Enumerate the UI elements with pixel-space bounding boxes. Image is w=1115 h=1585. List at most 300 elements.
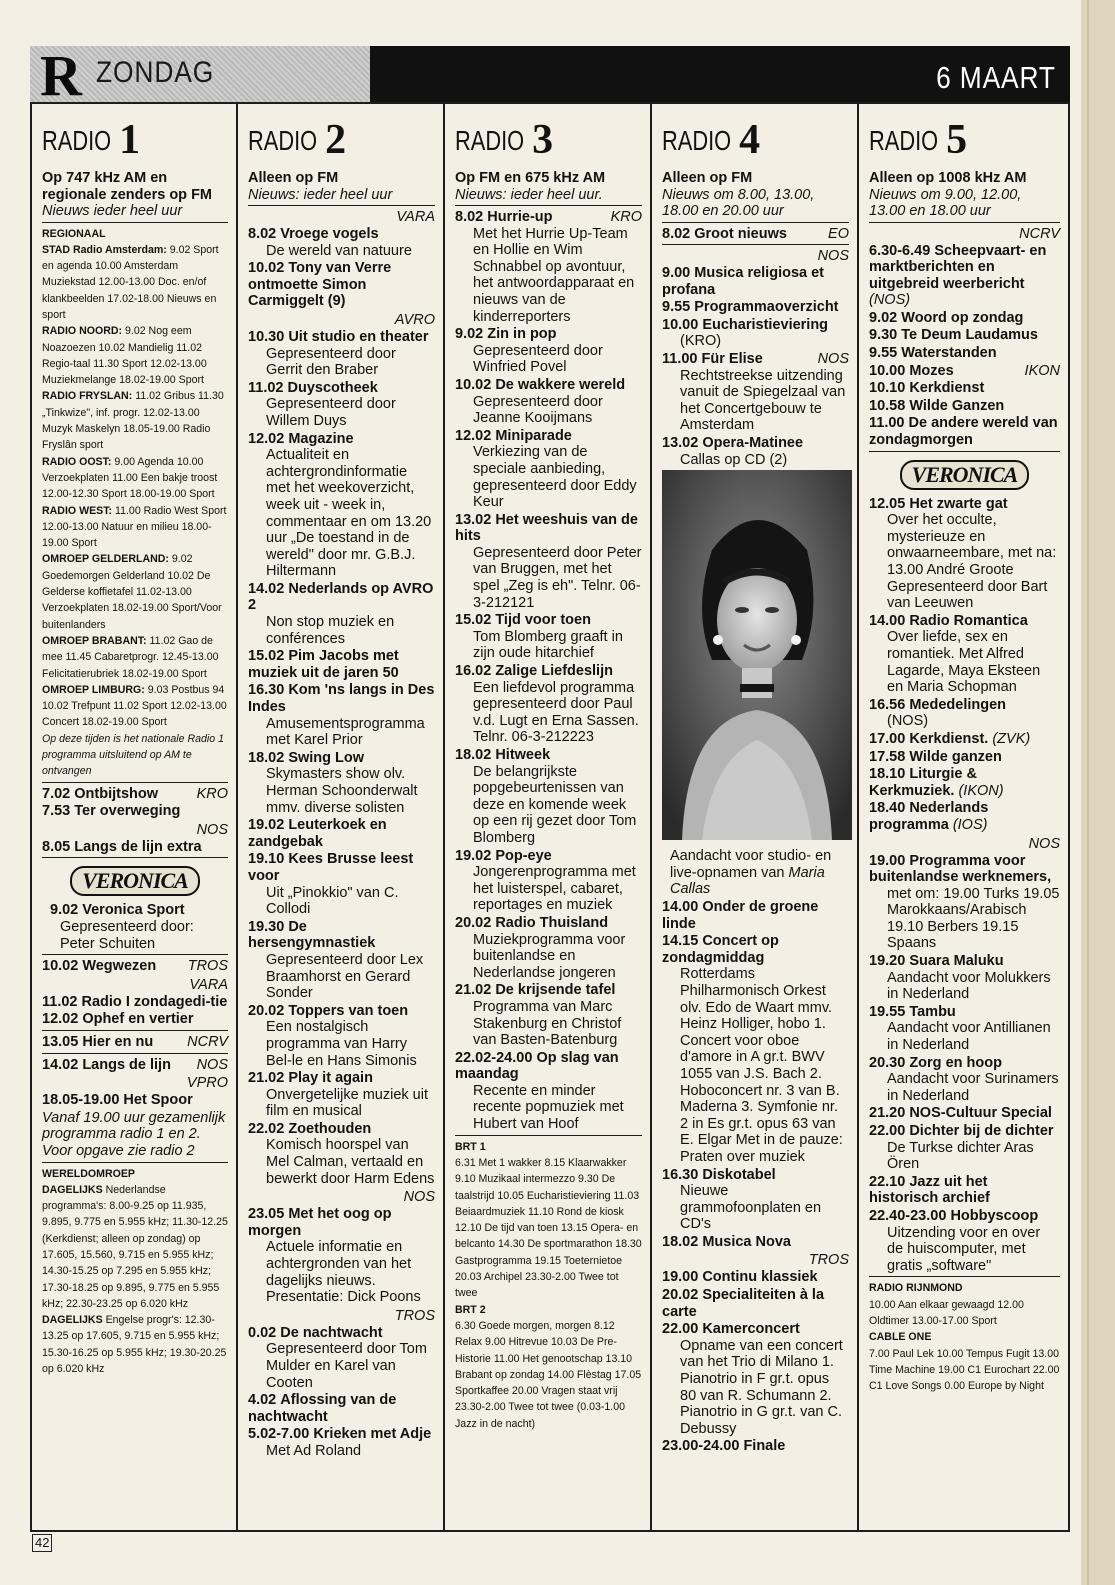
radio-4-evening (662, 899, 849, 1455)
program-time: 4.02 (248, 1392, 277, 1409)
program-header (455, 209, 642, 226)
program-title: Aflossing van de nachtwacht (248, 1392, 397, 1425)
program-title: Finale (743, 1438, 786, 1455)
program-time: 19.00 (869, 852, 906, 869)
program-title: Wilde Ganzen (909, 397, 1005, 414)
program-item (869, 496, 1060, 612)
program-title: Programma voor buitenlandse werknemers, (869, 852, 1052, 886)
program-item (662, 933, 849, 1165)
am-note: Op deze tijden is het nationale Radio 1 programma uitsluitend op AM te ontvangen (42, 732, 224, 778)
program-time: 22.02-24.00 (455, 1049, 533, 1066)
radio-1-intro: Op 747 kHz AM en regionale zenders op FM (42, 170, 212, 203)
brt-listings (455, 1139, 642, 1432)
program-title: Kees Brusse leest voor (248, 851, 414, 884)
listing-station: OMROEP LIMBURG: (42, 683, 145, 696)
program-description: Gepresenteerd door Tom Mulder en Karel van Cooten (266, 1341, 427, 1391)
radio-4-heading: RADIO 4 (662, 117, 761, 163)
program-header (455, 428, 642, 445)
broadcaster-label: NOS (817, 248, 849, 265)
broadcaster-label: VPRO (186, 1075, 228, 1092)
program-title: De nachtwacht (280, 1324, 383, 1341)
program-header (42, 786, 228, 803)
program-header (455, 982, 642, 999)
program-item (248, 581, 435, 647)
listing-entry (42, 503, 228, 552)
program-time: 22.02 (248, 1120, 285, 1137)
program-title: Zoethouden (288, 1120, 372, 1137)
program-time: 22.00 (869, 1123, 906, 1139)
program-header (869, 766, 1060, 799)
program-item (869, 1004, 1060, 1054)
radio-4-top (662, 226, 849, 243)
program-description: Gepresenteerd door: Peter Schuiten (60, 918, 194, 952)
program-item (248, 817, 435, 850)
program-time: 9.55 (869, 345, 898, 362)
listing-text: 11.02 Gao de mee 11.45 Cabaretprogr. 12.45-13.00 Felicitatierubriek 18.02-19.00 Sport (42, 634, 219, 680)
program-time: 8.02 (455, 209, 484, 225)
program-header (869, 345, 1060, 362)
program-title: De krijsende tafel (495, 982, 616, 999)
listing-station: RADIO RIJNMOND (869, 1282, 963, 1295)
program-title: 9.02 Veronica Sport (50, 902, 185, 919)
program-time: 18.10 (869, 766, 906, 783)
program-description: Een liefdevol programma gepresenteerd door Paul v.d. Lugt en Erna Sassen. Telnr. 06-3-212223 (473, 679, 639, 746)
program-broadcaster: (ZVK) (992, 730, 1031, 747)
program-header (869, 731, 1060, 748)
program-description: Verkiezing van de speciale aanbieding, gepresenteerd door Eddy Keur (473, 444, 637, 511)
program-header (455, 915, 642, 932)
program-header (869, 1055, 1060, 1072)
program-title: De wakkere wereld (495, 376, 626, 393)
program-description: Gepresenteerd door Peter van Bruggen, met het spel „Zeg is eh". Telnr. 06-3-212121 (473, 544, 642, 611)
program-title: Het zwarte gat (909, 495, 1008, 512)
program-time: 12.02 (455, 427, 492, 444)
program-title: Hitweek (495, 747, 551, 763)
program-description: De Turkse dichter Aras Ören (887, 1139, 1034, 1173)
radio-4-intro: Alleen op FM (662, 170, 753, 186)
program-broadcaster: NOS (817, 351, 849, 368)
program-header (248, 1003, 435, 1020)
listing-station: RADIO NOORD: (42, 325, 123, 338)
program-header (662, 226, 849, 243)
program-description: Tom Blomberg graaft in zijn oude hitarchief (473, 628, 623, 662)
program-title: Scheepvaart- en marktberichten en uitgebreid weerbericht (869, 242, 1047, 292)
veronica-logo: VERONICA (869, 460, 1060, 490)
program-time: 7.53 (42, 803, 71, 820)
program-header (455, 377, 642, 394)
program-item (662, 1438, 849, 1455)
program-description: Onvergetelijke muziek uit film en musical (266, 1086, 428, 1120)
program-title: 18.05-19.00 Het Spoor (42, 1092, 193, 1109)
radio-5-news: Nieuws om 9.00, 12.00, 13.00 en 18.00 uur (869, 186, 1022, 219)
program-header (248, 648, 435, 681)
page-number: 42 (32, 1534, 52, 1552)
program-header (455, 326, 642, 343)
program-header (455, 612, 642, 629)
broadcaster-label: TROS (394, 1307, 435, 1324)
program-item (248, 431, 435, 580)
program-header (248, 1392, 435, 1425)
program-item (869, 398, 1060, 415)
program-broadcaster: (NOS) (869, 292, 911, 309)
listing-text: 9.00 Agenda 10.00 Verzoekplaten 11.00 Een bakje troost 12.00-12.30 Sport 18.00-19.00 Sport (42, 455, 218, 501)
radio-3-programs (455, 209, 642, 1133)
program-header (248, 329, 435, 346)
program-title: Woord op zondag (901, 309, 1024, 326)
listing-entry (42, 388, 228, 453)
program-description: Over het occulte, mysterieuze en onwaarneembare, met na: 13.00 André Groote Gepresenteerd door Bart van Leeuwen (887, 512, 1057, 612)
program-title: Tijd voor toen (495, 612, 591, 629)
listing-entry (42, 1182, 228, 1312)
section-letter: R (40, 43, 82, 108)
program-header (869, 1208, 1060, 1225)
program-header (869, 613, 1060, 630)
program-broadcaster: KRO (610, 209, 642, 225)
program-time: 23.00-24.00 (662, 1438, 740, 1455)
program-item (869, 613, 1060, 696)
program-item (869, 327, 1060, 344)
listing-entry (42, 226, 228, 242)
program-description: Gepresenteerd door Jeanne Kooijmans (473, 393, 603, 427)
program-title: Opera-Matinee (702, 435, 804, 452)
program-title: Pop-eye (495, 847, 552, 864)
listing-entry (455, 1318, 642, 1432)
program-time: 16.02 (455, 663, 492, 680)
program-title: Radio Thuisland (495, 914, 609, 931)
program-title: Onder de groene linde (662, 899, 819, 932)
program-item (455, 1050, 642, 1133)
program-item (869, 853, 1060, 953)
listing-station: DAGELIJKS (42, 1183, 103, 1196)
program-title: Te Deum Laudamus (901, 327, 1038, 344)
program-header (248, 581, 435, 614)
program-time: 0.02 (248, 1324, 277, 1341)
program-item (455, 512, 642, 612)
program-title: Musica religiosa et profana (662, 265, 825, 298)
program-time: 16.30 (248, 682, 285, 699)
program-header (869, 398, 1060, 415)
program-time: 23.05 (248, 1206, 285, 1223)
program-time: 19.00 (662, 1269, 699, 1286)
listing-station: CABLE ONE (869, 1331, 932, 1344)
program-header (869, 380, 1060, 397)
program-title: Programmaoverzicht (694, 299, 839, 316)
program-title: Jazz uit het historisch archief (869, 1173, 990, 1207)
program-item (869, 243, 1060, 309)
program-title: Duyscotheek (287, 379, 378, 396)
photo-caption: Aandacht voor studio- en live-opnamen van Maria Callas (670, 848, 832, 898)
program-time: 9.00 (662, 265, 691, 282)
program-header (248, 1070, 435, 1087)
program-title: Swing Low (288, 749, 365, 766)
program-time: 20.30 (869, 1054, 906, 1071)
program-description: Skymasters show olv. Herman Schoonderwalt mmv. diverse solisten (266, 766, 418, 816)
listing-station: RADIO OOST: (42, 455, 112, 468)
program-item (455, 848, 642, 914)
program-title: De andere wereld van zondagmorgen (869, 415, 1058, 449)
radio-4-news: Nieuws om 8.00, 13.00, 18.00 en 20.00 uur (662, 186, 815, 219)
program-time: 18.02 (662, 1233, 699, 1250)
program-item (662, 1234, 849, 1251)
program-time: 22.40-23.00 (869, 1207, 947, 1224)
program-item (869, 1123, 1060, 1173)
program-title: Für Elise (701, 351, 763, 368)
program-broadcaster: EO (828, 225, 849, 242)
program-description: (NOS) (887, 713, 929, 730)
program-item (248, 226, 435, 259)
program-item (455, 612, 642, 662)
listing-entry (42, 242, 228, 323)
program-time: 9.02 (869, 309, 898, 326)
program-item (248, 648, 435, 681)
program-header (248, 1426, 435, 1443)
program-item (869, 1208, 1060, 1274)
program-header (455, 512, 642, 545)
program-time: 20.02 (455, 914, 492, 931)
program-header (869, 697, 1060, 714)
program-title: Leuterkoek en zandgebak (248, 817, 387, 850)
program-description: Muziekprogramma voor buitenlandse en Nederlandse jongeren (473, 931, 626, 981)
program-time: 22.10 (869, 1173, 906, 1190)
program-description: Gepresenteerd door Lex Braamhorst en Gerard Sonder (266, 951, 424, 1002)
program-time: 8.02 (662, 225, 691, 242)
program-title: Krieken met Adje (313, 1426, 432, 1443)
program-header (869, 800, 1060, 833)
program-header (248, 1121, 435, 1138)
program-title: Specialiteiten à la carte (662, 1287, 825, 1320)
program-item (662, 1167, 849, 1233)
program-description: (KRO) (680, 333, 722, 350)
program-time: 18.02 (455, 747, 492, 763)
program-item (248, 851, 435, 917)
program-description: Met Ad Roland (266, 1442, 362, 1459)
program-item (662, 299, 849, 316)
program-header (248, 431, 435, 448)
program-item (869, 953, 1060, 1003)
radio-5-heading: RADIO 5 (869, 117, 968, 163)
program-title: 8.05 Langs de lijn extra (42, 838, 202, 855)
program-item (248, 1426, 435, 1459)
veronica-logo: VERONICA (42, 866, 228, 896)
program-time: 11.02 (248, 379, 284, 396)
program-time: 20.02 (662, 1287, 699, 1304)
program-title: Play it again (288, 1070, 373, 1087)
program-description: Aandacht voor Antillianen in Nederland (887, 1020, 1051, 1054)
program-time: 10.00 (662, 316, 699, 333)
program-title: Radio Romantica (909, 612, 1028, 629)
program-header (662, 1438, 849, 1455)
program-title: Magazine (288, 430, 354, 447)
program-time: 11.00 (869, 415, 905, 432)
listing-text: 9.02 Goedemorgen Gelderland 10.02 De Gelderse koffietafel 11.02-13.00 Verzoekplaten 18.02-19.00 Sport/Voor buitenlanders (42, 553, 222, 631)
program-title: Groot nieuws (694, 225, 787, 242)
program-broadcaster: IKON (1024, 362, 1060, 379)
program-item (869, 380, 1060, 397)
program-description: Recente en minder recente popmuziek met Hubert van Hoof (473, 1082, 624, 1133)
program-title: Continu klassiek (702, 1269, 818, 1286)
listing-entry (869, 1297, 1060, 1330)
program-header (662, 899, 849, 932)
program-time: 6.30-6.49 (869, 242, 931, 259)
program-item (248, 1003, 435, 1069)
program-item (455, 209, 642, 325)
program-title: Ter overweging (74, 803, 181, 820)
program-title: Pim Jacobs met muziek uit de jaren 50 (248, 648, 399, 681)
listing-text: 11.00 Radio West Sport 12.00-13.00 Natuur en milieu 18.00-19.00 Sport (42, 504, 227, 550)
program-title: Liturgie & Kerkmuziek. (869, 766, 977, 799)
program-header (455, 1050, 642, 1083)
column-radio-3 (443, 104, 650, 1530)
program-item (869, 697, 1060, 730)
program-description: Gepresenteerd door Gerrit den Braber (266, 345, 396, 379)
program-item (869, 345, 1060, 362)
program-header (248, 919, 435, 952)
radio-3-intro: Op FM en 675 kHz AM (455, 170, 606, 186)
program-time: 17.00 (869, 730, 906, 747)
program-item (248, 1070, 435, 1120)
program-header (869, 853, 1060, 886)
program-title: Nederlands programma (869, 800, 989, 833)
program-time: 5.02-7.00 (248, 1426, 310, 1443)
program-time: 16.30 (662, 1166, 699, 1183)
program-item (248, 750, 435, 816)
listing-text: Nederlandse programma's: 8.00-9.25 op 11.935, 9.895, 9.775 en 5.955 kHz; 11.30-12.25 (Kerkdienst; alleen op zondag) op 17.605, 15.560, 9.715 en 5.955 kHz; 14.30-15.25 op 7.295 en 5.955 kHz; 17.30-18.25 op 9.895, 9.775 en 5.955 kHz; 22.30-23.25 op 6.020 kHz (42, 1183, 228, 1310)
program-time: 9.02 (455, 326, 484, 343)
listing-entry (42, 454, 228, 503)
program-time: 14.00 (869, 612, 906, 629)
program-title: Zin in pop (487, 326, 557, 343)
program-title: Vroege vogels (280, 226, 379, 242)
portrait-image (662, 470, 852, 840)
program-title: Ontbijtshow (74, 785, 159, 802)
program-header (869, 953, 1060, 970)
program-title: Het weeshuis van de hits (455, 511, 638, 545)
broadcaster-label: NOS (196, 821, 228, 838)
program-description: Nieuwe grammofoonplaten en CD's (680, 1183, 822, 1233)
program-item (869, 1105, 1060, 1122)
program-header (455, 747, 642, 764)
radio-1-morning (42, 786, 228, 820)
program-header (248, 260, 435, 310)
listing-text: 6.31 Met 1 wakker 8.15 Klaarwakker 9.10 Muzikaal intermezzo 9.30 De taalstrijd 10.05 Eucharistieviering 11.03 Beiaardmuziek 11.10 Rond de kiosk 12.10 De tijd van toen 13.15 Opera- en belcanto 14.30 De sportmarathon 18.30 Gastprogramma 19.15 Toeternietoe 20.03 Archipel 23.30-2.00 Twee tot twee (455, 1156, 642, 1300)
program-header (869, 1174, 1060, 1207)
program-time: 14.02 (248, 580, 285, 597)
program-time: 9.55 (662, 299, 691, 316)
program-header (248, 226, 435, 243)
radio-1-news: Nieuws ieder heel uur (42, 203, 183, 219)
program-header (869, 1123, 1060, 1140)
program-header (662, 317, 849, 334)
program-time: 21.02 (455, 982, 492, 999)
broadcaster-label: VARA (396, 209, 435, 225)
listing-station: RADIO WEST: (42, 504, 113, 517)
program-item (662, 265, 849, 298)
broadcaster-label: TROS (808, 1252, 849, 1269)
program-header (662, 435, 849, 452)
program-description: Aandacht voor Surinamers in Nederland (887, 1071, 1059, 1104)
program-time: 8.02 (248, 226, 277, 242)
program-time: 10.10 (869, 380, 906, 397)
program-note: Vanaf 19.00 uur gezamenlijk programma radio 1 en 2. Voor opgave zie radio 2 (42, 1109, 226, 1159)
program-description: Jongerenprogramma met het luisterspel, cabaret, reportages en muziek (473, 864, 636, 914)
listing-entry (455, 1139, 642, 1155)
page-header (30, 43, 1070, 108)
listing-station: DAGELIJKS (42, 1314, 103, 1327)
program-header (869, 243, 1060, 309)
local-station-listings (869, 1280, 1060, 1394)
program-time: 10.30 (248, 328, 285, 345)
program-item (42, 786, 228, 803)
program-title: Nederlands op AVRO 2 (248, 580, 434, 614)
program-title: Met het oog op morgen (248, 1206, 392, 1239)
program-item (869, 1055, 1060, 1105)
program-item (869, 310, 1060, 327)
program-title: Waterstanden (901, 345, 997, 362)
program-header (662, 299, 849, 316)
program-time: 15.02 (455, 612, 492, 629)
program-header (869, 496, 1060, 513)
program-item (455, 377, 642, 427)
program-item (248, 260, 435, 310)
program-item (662, 226, 849, 243)
program-time: 19.20 (869, 953, 906, 970)
program-description: Gepresenteerd door Willem Duys (266, 396, 396, 429)
program-description: Komisch hoorspel van Mel Calman, vertaald en bewerkt door Harm Edens (266, 1137, 435, 1187)
program-time: 7.02 (42, 785, 71, 802)
radio-5-afternoon (869, 496, 1060, 1275)
program-description: Rotterdams Philharmonisch Orkest olv. Edo de Waart mmv. Heinz Holliger, hobo 1. Concert voor oboe d'amore in A gr.t. BWV 1055 van J.S. Bach 2. Hoboconcert nr. 3 van B. Maderna 3. Symfonie nr. 2 in Es gr.t. opus 63 van E. Elgar Met in de pauze: Praten over muziek (680, 966, 843, 1165)
program-title: Tambu (909, 1003, 956, 1020)
program-time: 11.00 (662, 351, 698, 368)
program-time: 12.02 (248, 430, 285, 447)
listing-entry (42, 323, 228, 388)
program-time: 21.02 (248, 1070, 285, 1087)
program-description: Gepresenteerd door Winfried Povel (473, 342, 603, 376)
radio-2-heading: RADIO 2 (248, 117, 347, 163)
day-title: ZONDAG (96, 56, 215, 89)
listing-entry (42, 633, 228, 682)
radio-4-programs (662, 248, 849, 468)
program-header (662, 1287, 849, 1320)
radio-2-news: Nieuws: ieder heel uur (248, 186, 393, 203)
maria-callas-photo (662, 470, 852, 840)
listing-station: OMROEP BRABANT: (42, 634, 147, 647)
program-description: Callas op CD (2) (680, 451, 788, 468)
program-description: Programma van Marc Stakenburg en Christof van Basten-Batenburg (473, 998, 622, 1049)
listing-entry (42, 1166, 228, 1182)
program-item (662, 1287, 849, 1320)
program-item (455, 982, 642, 1048)
program-description: De belangrijkste popgebeurtenissen van deze en komende week op een rij gezet door Tom Blomberg (473, 763, 637, 846)
listing-text: 11.02 Gribus 11.30 „Tinkwize", inf. progr. 12.02-13.00 Muzyk Maskelyn 18.05-19.00 Radio Fryslân sport (42, 390, 224, 452)
program-title: Zorg en hoop (909, 1054, 1002, 1071)
program-item (662, 899, 849, 932)
program-header (869, 749, 1060, 766)
listing-entry (455, 1155, 642, 1302)
program-item (869, 731, 1060, 748)
listing-text: 7.00 Paul Lek 10.00 Tempus Fugit 13.00 Time Machine 19.00 C1 Eurochart 22.00 C1 Love Songs 0.00 Europe by Night (869, 1347, 1060, 1393)
program-broadcaster: KRO (196, 785, 228, 802)
program-title: Kerkdienst (909, 380, 985, 397)
program-time: 10.02 (455, 376, 492, 393)
broadcaster-label: NCRV (1019, 225, 1060, 242)
program-time: 19.30 (248, 918, 285, 935)
date-title: 6 MAART (936, 60, 1056, 95)
program-header (248, 817, 435, 850)
program-title: Miniparade (495, 427, 572, 444)
program-item (662, 1321, 849, 1437)
program-description: Aandacht voor Molukkers in Nederland (887, 969, 1051, 1003)
